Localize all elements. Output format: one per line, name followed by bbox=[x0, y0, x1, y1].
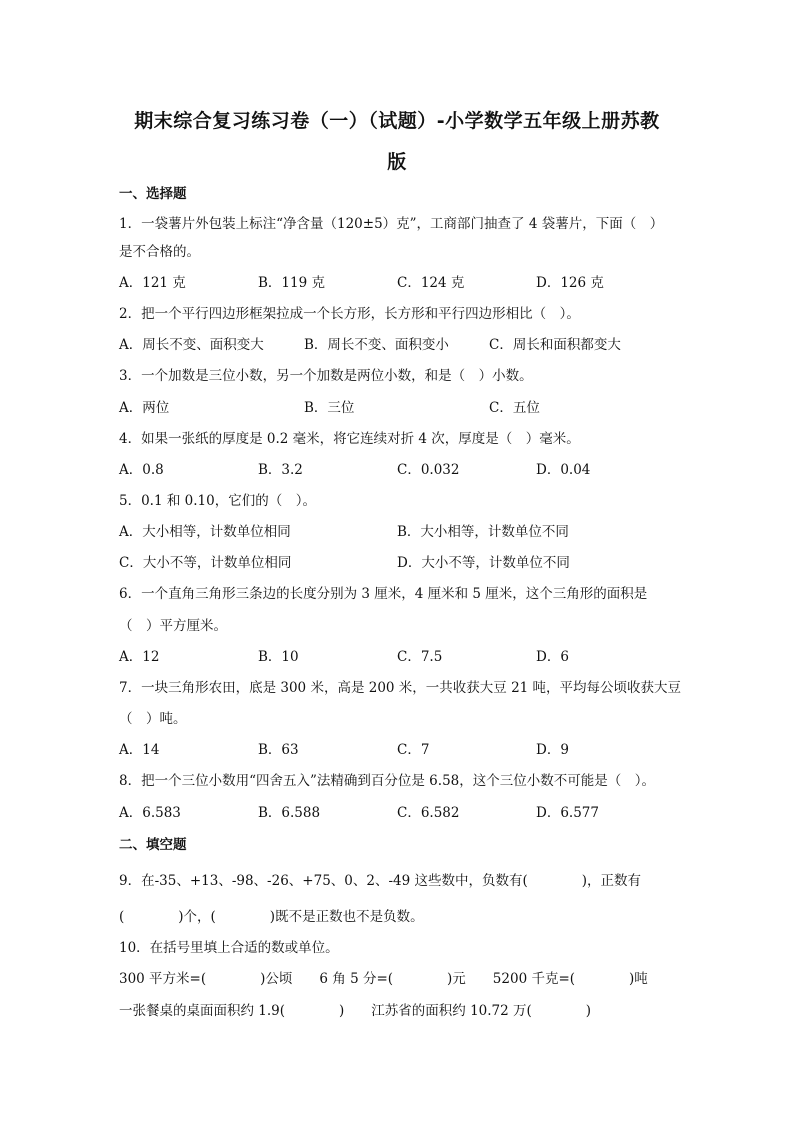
question-5-option-c: C．大小不等，计数单位相同 bbox=[119, 555, 292, 571]
question-4-option-b: B．3.2 bbox=[258, 462, 303, 478]
question-8-option-a: A．6.583 bbox=[119, 805, 181, 821]
question-1-option-c: C．124 克 bbox=[397, 275, 465, 291]
question-6-text-cont: （ ）平方厘米。 bbox=[119, 618, 227, 634]
question-6-option-c: C．7.5 bbox=[397, 649, 443, 665]
question-10-line-2: 300 平方米=( )公顷 6 角 5 分=( )元 5200 千克=( )吨 bbox=[119, 971, 648, 987]
question-9-text-cont: ( )个，( )既不是正数也不是负数。 bbox=[119, 909, 424, 925]
question-8-option-b: B．6.588 bbox=[258, 805, 321, 821]
question-1-option-a: A．121 克 bbox=[119, 275, 186, 291]
question-8-text: 8．把一个三位小数用“四舍五入”法精确到百分位是 6.58，这个三位小数不可能是（ ）。 bbox=[119, 773, 655, 789]
section-heading-choice: 一、选择题 bbox=[119, 186, 187, 202]
question-7-text-cont: （ ）吨。 bbox=[119, 711, 187, 727]
section-heading-fill: 二、填空题 bbox=[119, 837, 187, 853]
question-6-option-a: A．12 bbox=[119, 649, 160, 665]
question-4-text: 4．如果一张纸的厚度是 0.2 毫米，将它连续对折 4 次，厚度是（ ）毫米。 bbox=[119, 431, 580, 447]
question-2-option-c: C．周长和面积都变大 bbox=[489, 337, 621, 353]
question-3-option-b: B．三位 bbox=[304, 400, 355, 416]
question-5-option-a: A．大小相等，计数单位相同 bbox=[119, 524, 291, 540]
question-3-text: 3．一个加数是三位小数，另一个加数是两位小数，和是（ ）小数。 bbox=[119, 368, 533, 384]
question-7-option-d: D．9 bbox=[536, 742, 569, 758]
page-title: 期末综合复习练习卷（一）（试题）-小学数学五年级上册苏教 bbox=[134, 110, 660, 132]
question-5-text: 5．0.1 和 0.10，它们的（ ）。 bbox=[119, 493, 316, 509]
question-6-text: 6．一个直角三角形三条边的长度分别为 3 厘米，4 厘米和 5 厘米，这个三角形的面积是 bbox=[119, 586, 648, 602]
question-6-option-b: B．10 bbox=[258, 649, 299, 665]
question-8-option-c: C．6.582 bbox=[397, 805, 460, 821]
question-2-option-a: A．周长不变、面积变大 bbox=[119, 337, 264, 353]
question-4-option-c: C．0.032 bbox=[397, 462, 460, 478]
question-10-text: 10．在括号里填上合适的数或单位。 bbox=[119, 940, 339, 956]
question-9-text: 9．在-35、+13、-98、-26、+75、0、2、-49 这些数中，负数有( )，正数有 bbox=[119, 873, 642, 889]
question-5-option-d: D．大小不等，计数单位不同 bbox=[397, 555, 570, 571]
question-3-option-c: C．五位 bbox=[489, 400, 540, 416]
question-5-option-b: B．大小相等，计数单位不同 bbox=[397, 524, 569, 540]
question-1-option-b: B．119 克 bbox=[258, 275, 325, 291]
question-1-text-cont: 是不合格的。 bbox=[119, 244, 200, 260]
question-1-text: 1．一袋薯片外包装上标注“净含量（120±5）克”，工商部门抽查了 4 袋薯片，下面（ ） bbox=[119, 216, 664, 232]
question-7-text: 7．一块三角形农田，底是 300 米，高是 200 米，一共收获大豆 21 吨，平均每公顷收获大豆 bbox=[119, 680, 682, 696]
question-7-option-b: B．63 bbox=[258, 742, 299, 758]
page-title-continued: 版 bbox=[387, 151, 407, 173]
question-2-option-b: B．周长不变、面积变小 bbox=[304, 337, 449, 353]
question-8-option-d: D．6.577 bbox=[536, 805, 599, 821]
question-3-option-a: A．两位 bbox=[119, 400, 170, 416]
question-7-option-c: C．7 bbox=[397, 742, 430, 758]
question-2-text: 2．把一个平行四边形框架拉成一个长方形，长方形和平行四边形相比（ ）。 bbox=[119, 306, 580, 322]
question-10-line-3: 一张餐桌的桌面面积约 1.9( ) 江苏省的面积约 10.72 万( ) bbox=[119, 1003, 592, 1019]
question-1-option-d: D．126 克 bbox=[536, 275, 604, 291]
question-6-option-d: D．6 bbox=[536, 649, 569, 665]
question-7-option-a: A．14 bbox=[119, 742, 160, 758]
question-4-option-d: D．0.04 bbox=[536, 462, 591, 478]
question-4-option-a: A．0.8 bbox=[119, 462, 164, 478]
